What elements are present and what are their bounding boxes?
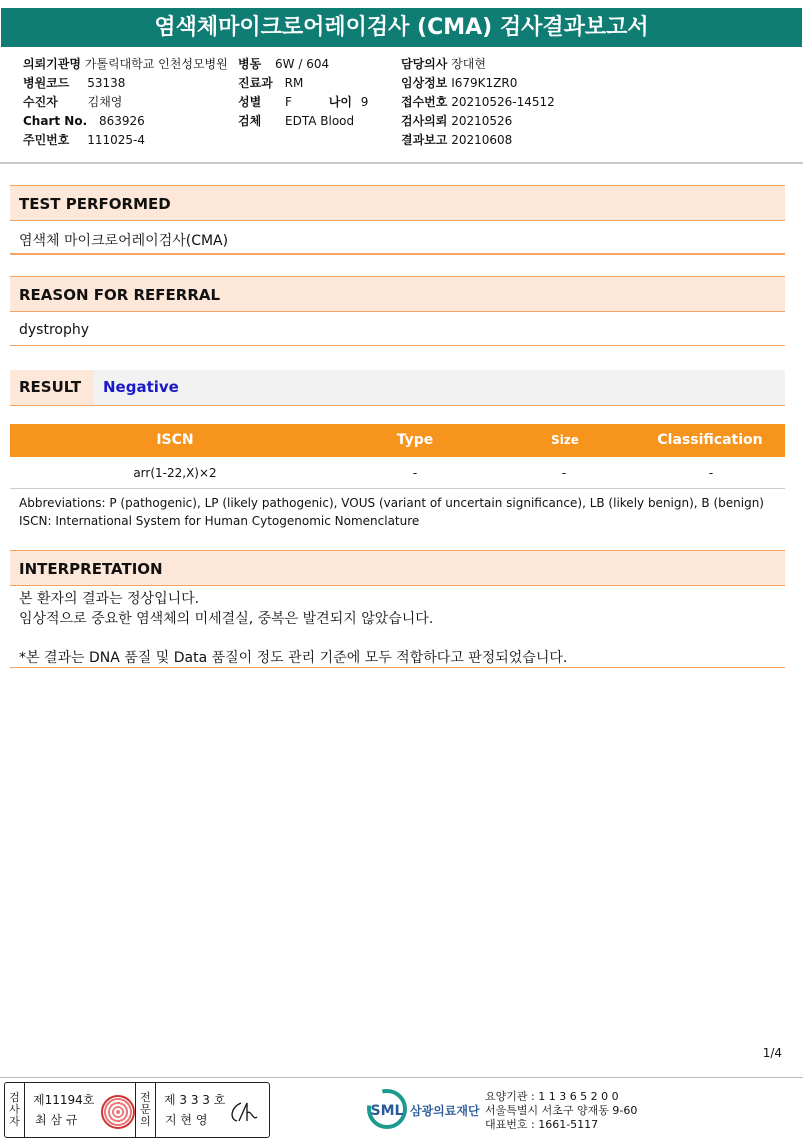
footer-divider bbox=[0, 1077, 803, 1078]
field-value: 장대현 bbox=[451, 57, 486, 71]
address-line: 대표번호 : 1661-5117 bbox=[485, 1118, 599, 1131]
specialist-name: 지 현 영 bbox=[165, 1113, 208, 1127]
label-char: 자 bbox=[9, 1115, 20, 1128]
inspector-license: 제11194호 bbox=[33, 1093, 95, 1107]
field-label: 검사의뢰 bbox=[401, 114, 448, 128]
cell-size: - bbox=[561, 466, 567, 480]
report-title: 염색체마이크로어레이검사 (CMA) 검사결과보고서 bbox=[1, 8, 802, 47]
header-divider bbox=[0, 162, 803, 164]
label-char: 의 bbox=[140, 1115, 151, 1128]
interpretation-note: *본 결과는 DNA 품질 및 Data 품질이 정도 관리 기준에 모두 적합하다고 판정되었습니다. bbox=[19, 650, 568, 666]
sml-logo-icon bbox=[366, 1088, 408, 1130]
field-label: 의뢰기관명 bbox=[23, 57, 81, 71]
section-divider bbox=[10, 667, 785, 668]
field-value: 6W / 604 bbox=[275, 57, 330, 71]
field-label: 진료과 bbox=[238, 76, 273, 90]
field-label: 결과보고 bbox=[401, 133, 448, 147]
field-label: 병동 bbox=[238, 57, 262, 71]
field-value: 111025-4 bbox=[87, 133, 145, 147]
result-label: RESULT bbox=[10, 370, 94, 405]
seal-stamp bbox=[101, 1095, 135, 1129]
field-value: RM bbox=[284, 76, 304, 90]
field-value: F bbox=[285, 95, 292, 109]
interpretation-text bbox=[19, 589, 567, 668]
section-divider bbox=[10, 405, 785, 406]
inspector-label bbox=[5, 1083, 25, 1137]
field-label: 접수번호 bbox=[401, 95, 448, 109]
logo-mark-text: SML bbox=[370, 1103, 404, 1119]
test-performed-value: 염색체 마이크로어레이검사(CMA) bbox=[19, 233, 229, 249]
field-label: 병원코드 bbox=[23, 76, 70, 90]
iscn-note: ISCN: International System for Human Cytogenomic Nomenclature bbox=[19, 514, 420, 528]
header-col2 bbox=[238, 55, 368, 131]
specialist-label bbox=[135, 1083, 156, 1137]
label-char: 전 bbox=[140, 1091, 151, 1104]
col-size: Size bbox=[551, 433, 579, 447]
field-label: 수진자 bbox=[23, 95, 58, 109]
age-label: 나이 bbox=[328, 95, 352, 109]
abbreviations-line: Abbreviations: P (pathogenic), LP (likely pathogenic), VOUS (variant of uncertain significance), LB (likely benign), B (benign) bbox=[19, 496, 764, 510]
field-value: 20210526-14512 bbox=[451, 95, 555, 109]
col-iscn: ISCN bbox=[156, 432, 194, 448]
label-char: 사 bbox=[9, 1103, 20, 1116]
address-line: 요양기관 : 1 1 3 6 5 2 0 0 bbox=[485, 1090, 619, 1103]
result-table-header bbox=[10, 424, 785, 457]
cell-type: - bbox=[412, 466, 418, 480]
field-label: 주민번호 bbox=[23, 133, 70, 147]
section-divider bbox=[10, 253, 785, 255]
reason-heading: REASON FOR REFERRAL bbox=[10, 276, 785, 312]
page-number: 1/4 bbox=[762, 1046, 782, 1060]
specialist-license: 제 3 3 3 호 bbox=[164, 1093, 226, 1107]
interpretation-line: 임상적으로 중요한 염색체의 미세결실, 중복은 발견되지 않았습니다. bbox=[19, 611, 434, 627]
table-bottom-line bbox=[10, 488, 785, 489]
age-value: 9 bbox=[360, 95, 369, 109]
field-value: 가톨릭대학교 인천성모병원 bbox=[84, 57, 228, 71]
signature-box bbox=[4, 1082, 270, 1138]
section-divider bbox=[10, 345, 785, 346]
field-label: 임상정보 bbox=[401, 76, 448, 90]
col-type: Type bbox=[396, 432, 434, 448]
field-label: 담당의사 bbox=[401, 57, 448, 71]
cell-iscn: arr(1-22,X)×2 bbox=[133, 466, 217, 480]
field-value: I679K1ZR0 bbox=[451, 76, 518, 90]
inspector-name: 최 삼 규 bbox=[35, 1113, 78, 1127]
field-value: 20210608 bbox=[451, 133, 513, 147]
field-label: Chart No. bbox=[23, 114, 88, 128]
label-char: 문 bbox=[140, 1103, 151, 1116]
address-line: 서울특별시 서초구 양재동 9-60 bbox=[485, 1104, 638, 1117]
col-classification: Classification bbox=[657, 432, 763, 448]
reason-value: dystrophy bbox=[19, 322, 90, 338]
field-value: 20210526 bbox=[451, 114, 513, 128]
field-label: 검체 bbox=[238, 114, 262, 128]
header-col3 bbox=[401, 55, 555, 150]
interpretation-heading: INTERPRETATION bbox=[10, 550, 785, 586]
header-col1 bbox=[23, 55, 228, 150]
cell-classification: - bbox=[708, 466, 714, 480]
interpretation-line: 본 환자의 결과는 정상입니다. bbox=[19, 591, 200, 607]
field-value: 863926 bbox=[98, 114, 145, 128]
footer-address bbox=[485, 1090, 637, 1132]
test-performed-heading: TEST PERFORMED bbox=[10, 185, 785, 221]
result-value: Negative bbox=[94, 370, 785, 405]
signature-image bbox=[227, 1099, 261, 1125]
abbreviations bbox=[19, 494, 764, 530]
label-char: 검 bbox=[9, 1091, 20, 1104]
field-value: EDTA Blood bbox=[285, 114, 355, 128]
logo-text: 삼광의료재단 bbox=[410, 1104, 480, 1118]
field-value: 김채영 bbox=[87, 95, 123, 109]
field-label: 성별 bbox=[238, 95, 262, 109]
field-value: 53138 bbox=[87, 76, 126, 90]
